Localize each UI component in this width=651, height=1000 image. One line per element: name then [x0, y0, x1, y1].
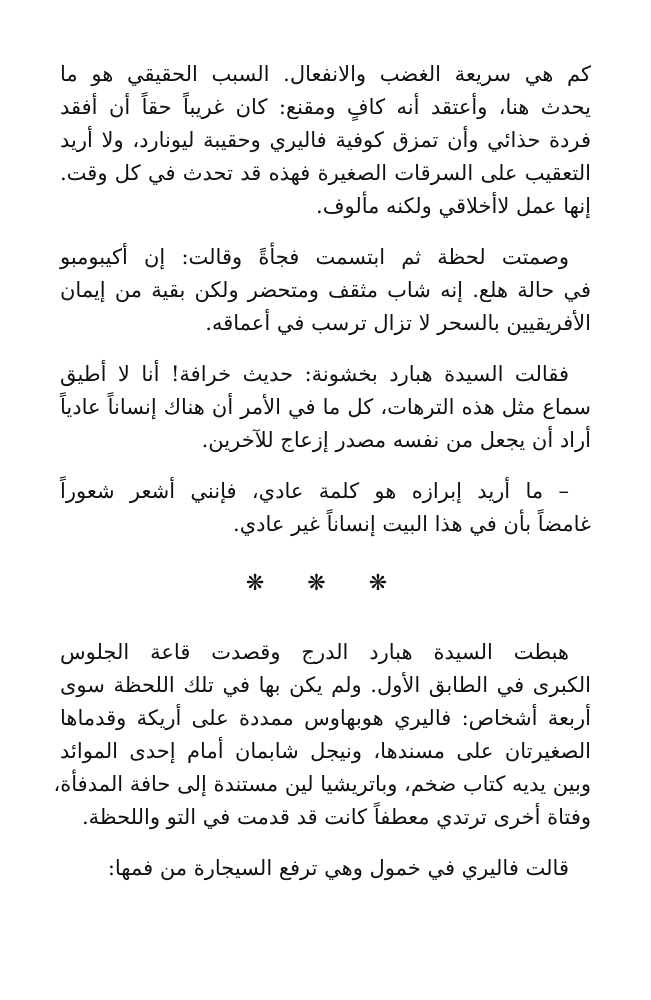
paragraph-1 — [60, 58, 591, 223]
text-line: فقالت السيدة هبارد بخشونة: حديث خرافة! أنا لا أطيق — [60, 362, 569, 386]
text-line: فردة حذائي وأن تمزق كوفية فاليري وحقيبة ليونارد، ولا أريد — [60, 128, 591, 152]
text-line: أربعة أشخاص: فاليري هوبهاوس ممددة على أريكة وقدماها — [60, 706, 591, 730]
text-line: قالت فاليري في خمول وهي ترفع السيجارة من فمها: — [107, 856, 569, 880]
text-line: وبين يديه كتاب ضخم، وباتريشيا لين مستندة إلى حافة المدفأة، — [53, 772, 591, 796]
text-line: وصمتت لحظة ثم ابتسمت فجأةً وقالت: إن أكيبومبو — [60, 245, 569, 269]
paragraph-6 — [60, 852, 591, 885]
paragraph-4 — [60, 475, 591, 541]
text-line: يحدث هنا، وأعتقد أنه كافٍ ومقنع: كان غريباً حقاً أن أفقد — [60, 95, 591, 119]
text-line: في حالة هلع. إنه شاب مثقف ومتحضر ولكن بقية من إيمان — [60, 278, 591, 302]
paragraph-5 — [53, 636, 591, 834]
text-line: – ما أريد إبرازه هو كلمة عادي، فإنني أشعر شعوراً — [60, 479, 569, 503]
text-line: غامضاً بأن في هذا البيت إنساناً غير عادي. — [233, 512, 591, 536]
text-line: الصغيرتان على مسندها، ونيجل شابمان أمام إحدى الموائد — [60, 739, 591, 763]
text-line: وفتاة أخرى ترتدي معطفاً كانت قد قدمت في التو واللحظة. — [81, 805, 591, 829]
paragraph-3 — [60, 358, 591, 457]
paragraph-2 — [60, 241, 591, 340]
text-line: إنها عمل لاأخلاقي ولكنه مألوف. — [316, 194, 591, 218]
section-separator: ❋ ❋ ❋ — [245, 571, 406, 596]
text-line: الكبرى في الطابق الأول. ولم يكن بها في تلك اللحظة سوى — [60, 673, 591, 697]
text-line: أراد أن يجعل من نفسه مصدر إزعاج للآخرين. — [201, 428, 591, 452]
text-line: هبطت السيدة هبارد الدرج وقصدت قاعة الجلوس — [60, 640, 569, 664]
text-line: الأفريقيين بالسحر لا تزال ترسب في أعماقه. — [205, 311, 591, 335]
text-line: التعقيب على السرقات الصغيرة فهذه قد تحدث في كل وقت. — [60, 161, 591, 185]
text-line: سماع مثل هذه الترهات، كل ما في الأمر أن هناك إنساناً عادياً — [60, 395, 591, 419]
text-line: كم هي سريعة الغضب والانفعال. السبب الحقيقي هو ما — [60, 62, 591, 86]
